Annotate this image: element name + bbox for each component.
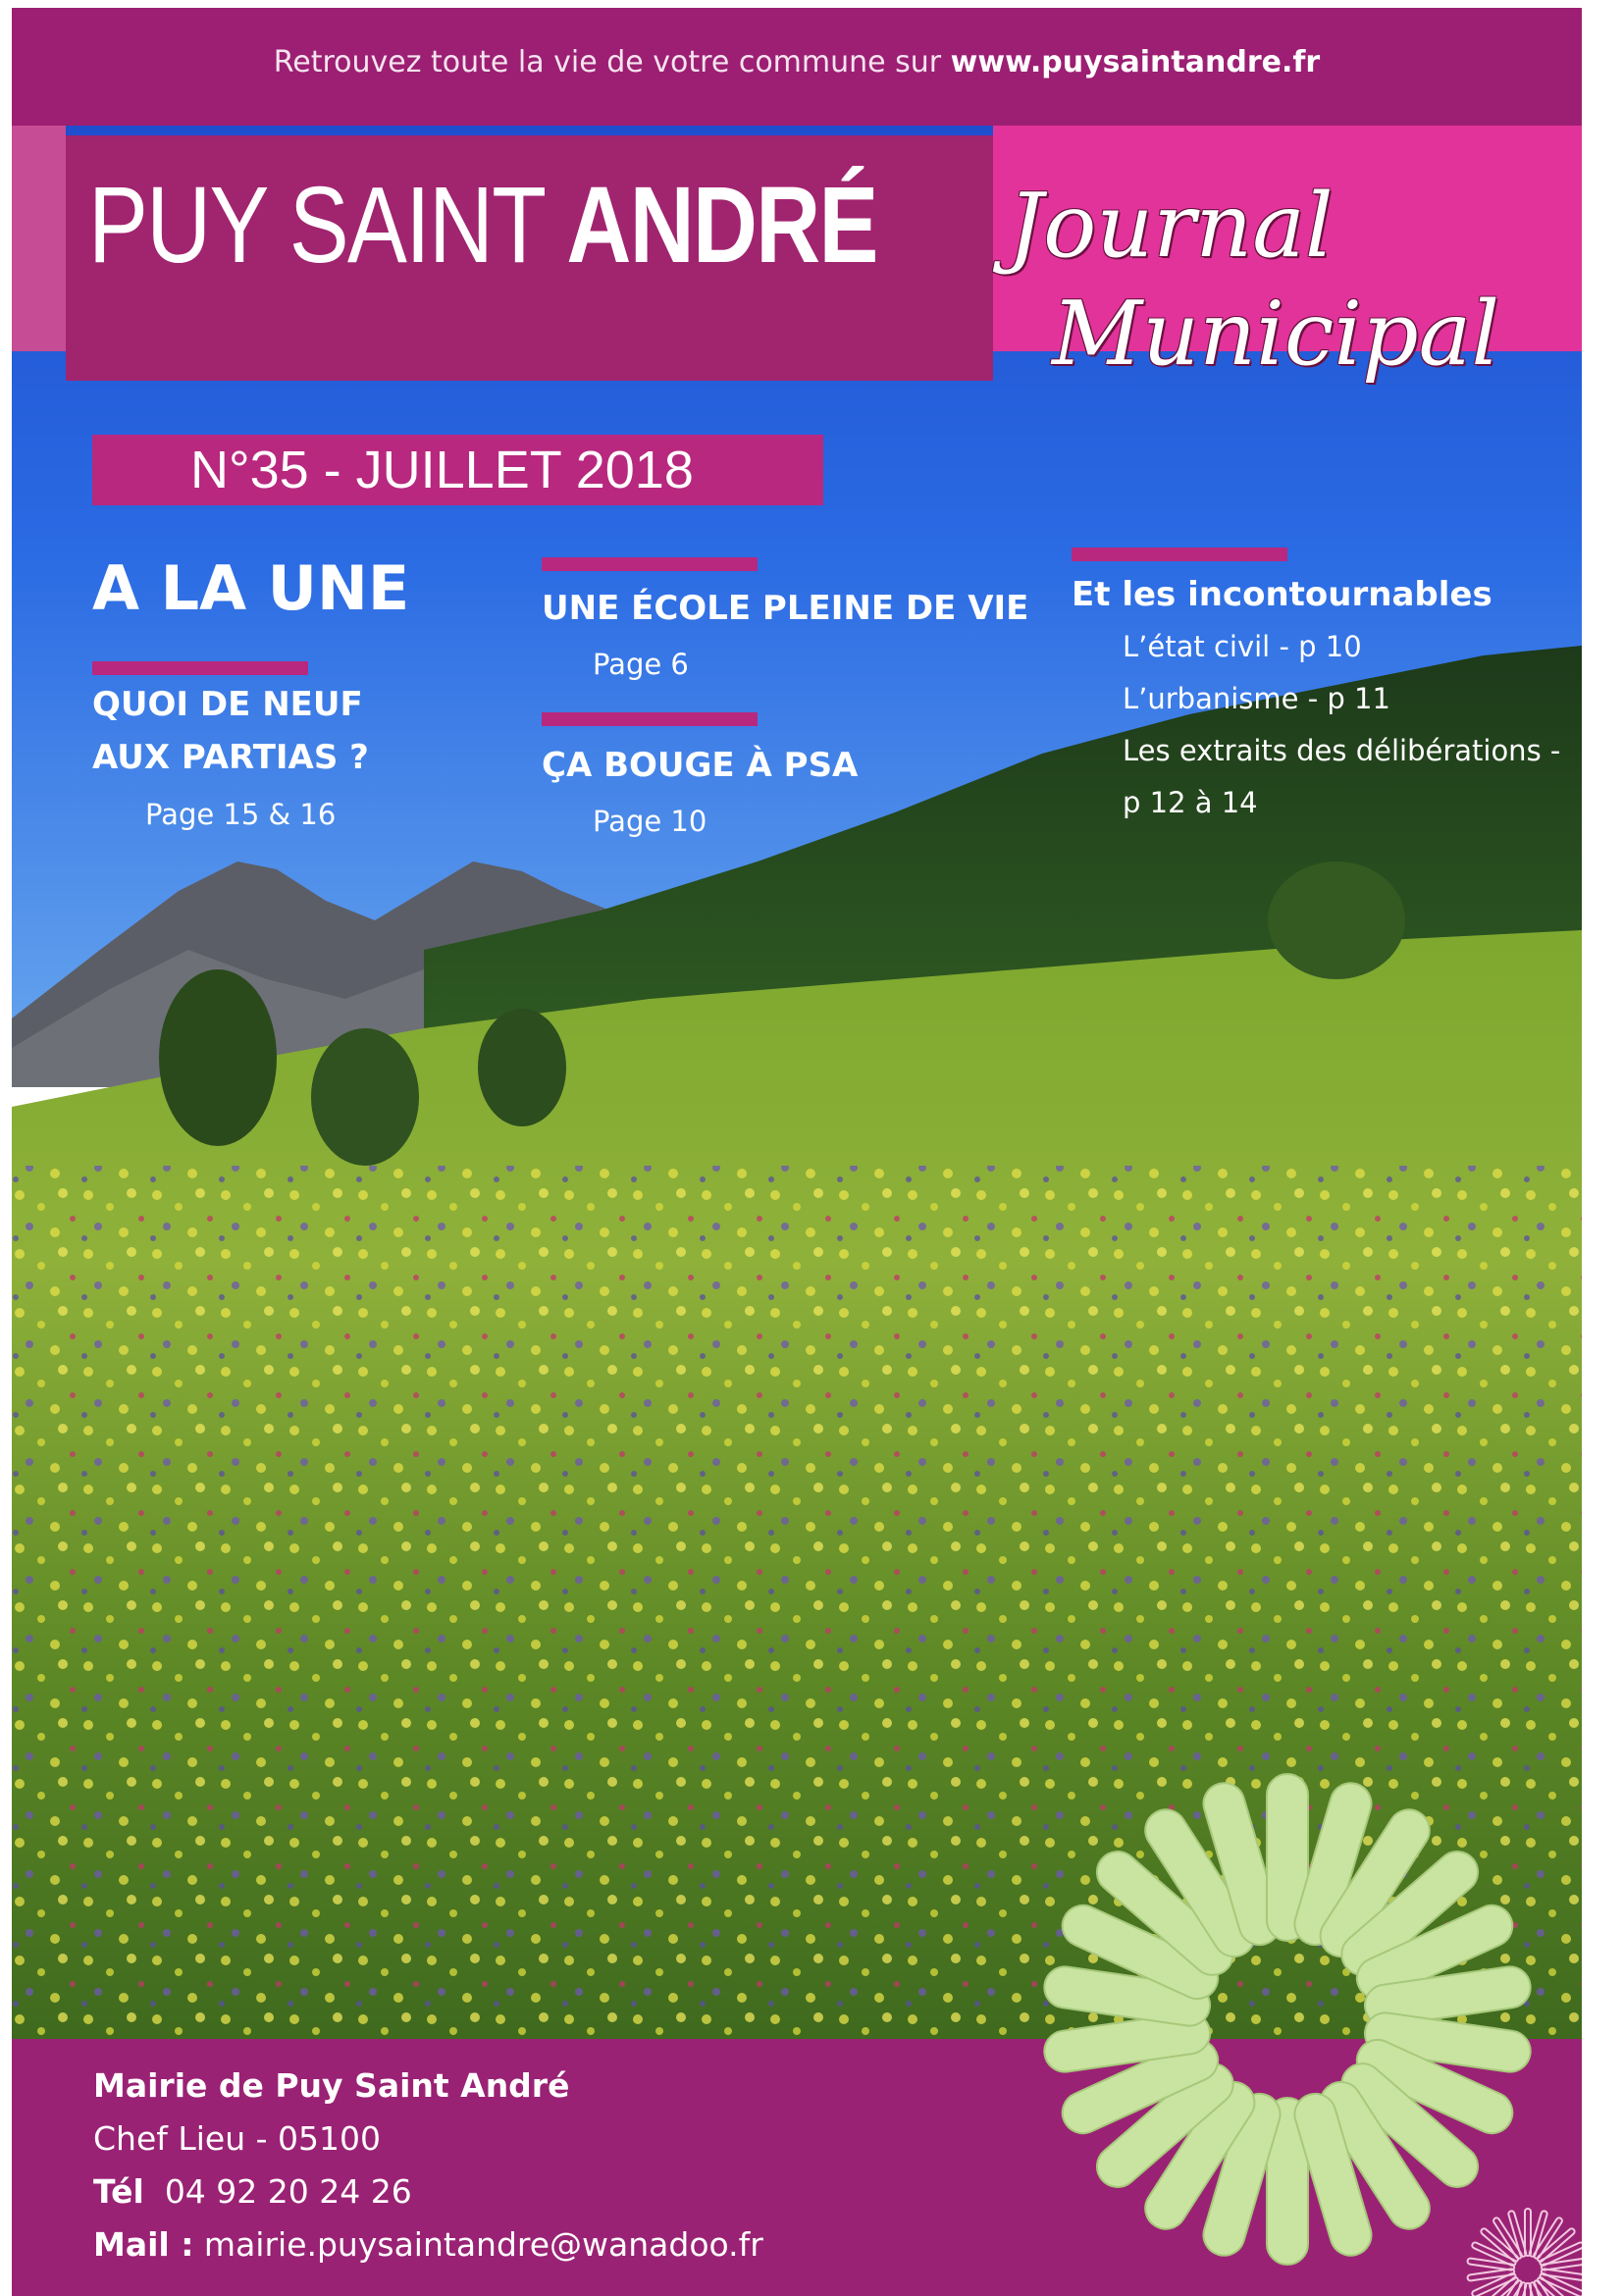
municipal-word: Municipal (1052, 283, 1500, 386)
story1-title-line2: AUX PARTIAS ? (92, 738, 369, 777)
story2-page: Page 6 (593, 648, 689, 681)
issue-box (92, 435, 823, 505)
mail-label: Mail : (93, 2225, 194, 2264)
phone-label: Tél (93, 2172, 144, 2211)
incontournable-item: p 12 à 14 (1123, 786, 1258, 819)
footer-address: Chef Lieu - 05100 (93, 2119, 382, 2158)
incontournable-item: L’état civil - p 10 (1123, 630, 1362, 663)
journal-word: Journal (1008, 175, 1334, 278)
footer-mail (93, 2225, 763, 2264)
footer-mairie (93, 2066, 569, 2105)
website-url[interactable]: www.puysaintandre.fr (950, 45, 1321, 79)
website-line (12, 45, 1582, 79)
issue-label: N°35 - JUILLET 2018 (190, 441, 694, 499)
incontournables-title: Et les incontournables (1072, 575, 1492, 614)
a-la-une-heading: A LA UNE (92, 552, 410, 624)
incontournables-bar (1072, 548, 1287, 561)
incontournable-item: Les extraits des délibérations - (1123, 734, 1561, 767)
masthead-title-bold: ANDRÉ (566, 165, 877, 286)
story1-title-line1: QUOI DE NEUF (92, 685, 363, 724)
masthead-title-light: PUY SAINT (88, 165, 567, 286)
journal-cover (12, 8, 1582, 2296)
story2-bar (542, 557, 758, 571)
story3-bar (542, 712, 758, 726)
incontournable-item: L’urbanisme - p 11 (1123, 682, 1390, 715)
small-flower-icon (1454, 2196, 1582, 2296)
story1-bar (92, 661, 308, 675)
mairie-name: Mairie de Puy Saint André (93, 2066, 570, 2105)
masthead-edge (12, 126, 66, 351)
story1-page: Page 15 & 16 (145, 798, 337, 831)
mail-value[interactable]: mairie.puysaintandre@wanadoo.fr (203, 2225, 763, 2264)
story3-title: ÇA BOUGE À PSA (542, 746, 859, 785)
footer-phone (93, 2172, 412, 2211)
story3-page: Page 10 (593, 805, 707, 838)
story2-title: UNE ÉCOLE PLEINE DE VIE (542, 589, 1029, 628)
masthead-title (88, 163, 877, 287)
website-prefix: Retrouvez toute la vie de votre commune sur (273, 45, 951, 79)
phone-value[interactable]: 04 92 20 24 26 (164, 2172, 412, 2211)
